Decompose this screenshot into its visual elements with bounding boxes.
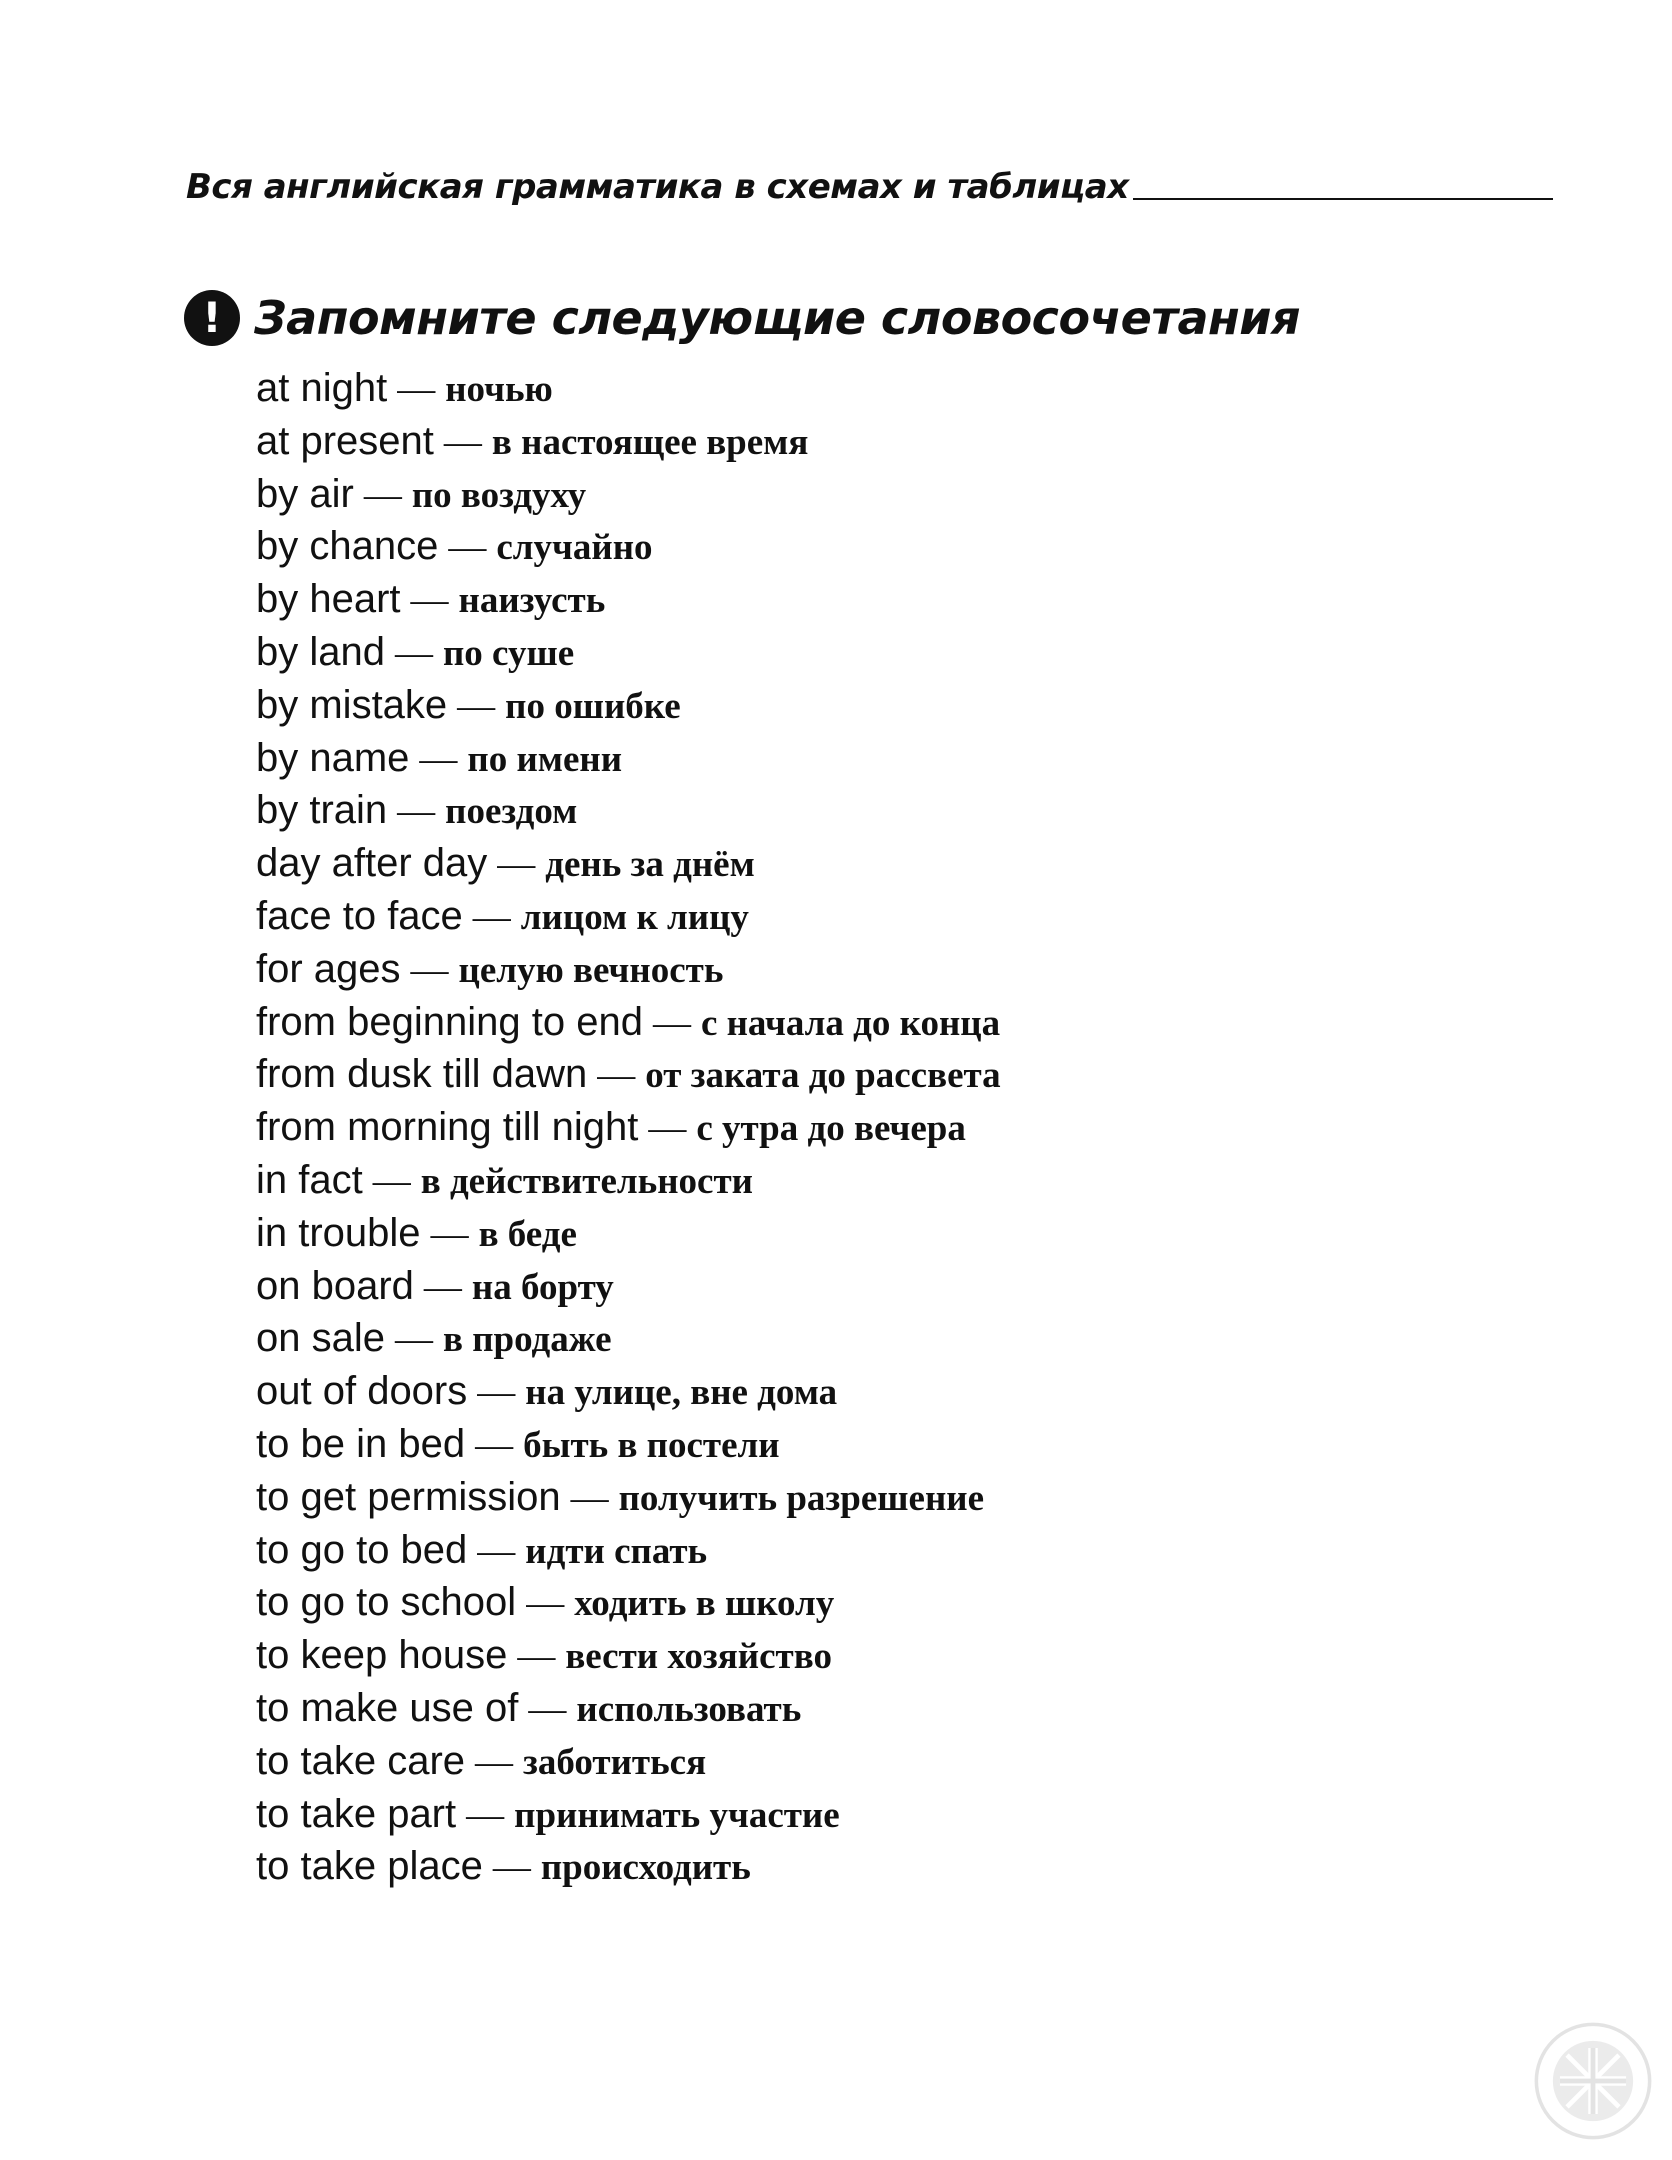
phrase-russian: на борту (471, 1266, 614, 1308)
phrase-russian: от заката до рассвета (645, 1055, 1001, 1097)
phrase-english: in trouble (256, 1210, 421, 1255)
phrase-russian: с утра до вечера (696, 1108, 966, 1150)
phrase-russian: наизусть (458, 580, 606, 622)
phrase-russian: в действительности (420, 1160, 753, 1202)
phrase-item (256, 1260, 1001, 1313)
phrase-item (256, 837, 1001, 890)
phrase-english: at present (256, 418, 434, 463)
phrase-item (256, 1576, 1001, 1629)
phrase-russian: по суше (442, 632, 575, 674)
phrase-english: on board (256, 1263, 414, 1308)
exclamation-circle-icon: ! (184, 290, 240, 346)
phrase-dash: — (466, 1793, 505, 1836)
phrase-dash: — (410, 579, 449, 622)
phrase-dash: — (648, 1107, 687, 1150)
phrase-english: by mistake (256, 682, 448, 727)
phrase-russian: заботиться (523, 1741, 707, 1783)
phrase-dash: — (443, 420, 482, 463)
phrase-english: from dusk till dawn (256, 1052, 588, 1097)
phrase-russian: принимать участие (514, 1794, 840, 1836)
phrase-russian: ночью (445, 369, 553, 410)
phrase-dash: — (526, 1582, 565, 1625)
phrase-english: to go to bed (256, 1527, 468, 1572)
phrase-list (256, 362, 1001, 1893)
phrase-russian: в беде (478, 1213, 577, 1255)
phrase-item (256, 520, 1001, 573)
phrase-item (256, 1735, 1001, 1788)
phrase-english: to take part (256, 1791, 457, 1836)
phrase-item (256, 1154, 1001, 1207)
phrase-english: at night (256, 366, 388, 410)
phrase-english: by air (256, 471, 354, 516)
phrase-russian: получить разрешение (618, 1477, 985, 1519)
phrase-dash: — (475, 1740, 514, 1783)
phrase-item (256, 1048, 1001, 1101)
phrase-item (256, 362, 1001, 415)
phrase-russian: быть в постели (523, 1424, 780, 1466)
phrase-english: out of doors (256, 1369, 468, 1414)
phrase-item (256, 1418, 1001, 1471)
phrase-russian: по воздуху (411, 474, 587, 516)
phrase-dash: — (472, 895, 511, 938)
phrase-dash: — (497, 843, 536, 886)
phrase-russian: ходить в школу (574, 1583, 835, 1625)
phrase-dash: — (423, 1265, 462, 1308)
phrase-item (256, 1365, 1001, 1418)
phrase-russian: на улице, вне дома (525, 1372, 838, 1414)
phrase-dash: — (410, 948, 449, 991)
phrase-item (256, 1471, 1001, 1524)
phrase-dash: — (394, 1318, 433, 1361)
phrase-english: on sale (256, 1316, 385, 1361)
phrase-russian: по ошибке (505, 685, 681, 727)
phrase-dash: — (528, 1687, 567, 1730)
phrase-russian: по имени (467, 738, 623, 780)
phrase-english: by train (256, 788, 388, 833)
phrase-dash: — (372, 1159, 411, 1202)
running-title: Вся английская грамматика в схемах и таблицах (186, 167, 1129, 207)
phrase-item (256, 1840, 1001, 1893)
phrase-item (256, 1524, 1001, 1577)
phrase-dash: — (475, 1423, 514, 1466)
phrase-russian: вести хозяйство (565, 1636, 832, 1678)
phrase-item (256, 1312, 1001, 1365)
phrase-english: by heart (256, 577, 401, 622)
phrase-english: from beginning to end (256, 999, 643, 1044)
phrase-english: to get permission (256, 1474, 561, 1519)
phrase-item (256, 1101, 1001, 1154)
phrase-english: for ages (256, 946, 401, 991)
running-header (186, 167, 1486, 207)
phrase-item (256, 890, 1001, 943)
phrase-english: in fact (256, 1157, 363, 1202)
phrase-dash: — (448, 526, 487, 569)
phrase-item (256, 415, 1001, 468)
phrase-dash: — (597, 1054, 636, 1097)
phrase-dash: — (477, 1371, 516, 1414)
phrase-dash: — (492, 1846, 531, 1889)
phrase-dash: — (517, 1635, 556, 1678)
phrase-russian: использовать (576, 1688, 802, 1730)
phrase-english: by chance (256, 524, 439, 569)
phrase-english: day after day (256, 841, 488, 886)
phrase-item (256, 573, 1001, 626)
phrase-dash: — (394, 631, 433, 674)
phrase-russian: идти спать (525, 1530, 708, 1572)
phrase-dash: — (419, 737, 458, 780)
phrase-item (256, 1629, 1001, 1682)
phrase-russian: с начала до конца (700, 1002, 1001, 1044)
phrase-dash: — (477, 1529, 516, 1572)
phrase-english: by land (256, 629, 385, 674)
phrase-english: to make use of (256, 1685, 519, 1730)
phrase-item (256, 626, 1001, 679)
phrase-english: to go to school (256, 1580, 517, 1625)
phrase-dash: — (430, 1212, 469, 1255)
phrase-dash: — (457, 684, 496, 727)
phrase-russian: целую вечность (458, 949, 724, 991)
phrase-english: face to face (256, 893, 463, 938)
phrase-russian: в настоящее время (491, 421, 809, 463)
phrase-item (256, 784, 1001, 837)
phrase-english: to keep house (256, 1633, 508, 1678)
phrase-russian: поездом (445, 791, 578, 833)
phrase-dash: — (397, 790, 436, 833)
phrase-item (256, 1788, 1001, 1841)
phrase-russian: происходить (540, 1847, 751, 1889)
phrase-english: to be in bed (256, 1421, 466, 1466)
phrase-english: by name (256, 735, 410, 780)
phrase-english: from morning till night (256, 1105, 639, 1150)
phrase-english: to take care (256, 1738, 466, 1783)
section-heading (184, 290, 1300, 346)
header-rule (1133, 198, 1553, 200)
phrase-item (256, 732, 1001, 785)
phrase-item (256, 679, 1001, 732)
phrase-russian: случайно (496, 527, 653, 569)
phrase-item (256, 1207, 1001, 1260)
phrase-item (256, 996, 1001, 1049)
phrase-dash: — (570, 1476, 609, 1519)
phrase-item (256, 1682, 1001, 1735)
section-heading-text: Запомните следующие словосочетания (254, 291, 1301, 345)
phrase-russian: день за днём (545, 844, 755, 886)
phrase-dash: — (397, 368, 436, 410)
union-jack-seal-icon (1534, 2022, 1652, 2140)
phrase-english: to take place (256, 1844, 483, 1889)
phrase-russian: в продаже (442, 1319, 612, 1361)
phrase-item (256, 943, 1001, 996)
phrase-dash: — (363, 473, 402, 516)
phrase-item (256, 468, 1001, 521)
phrase-dash: — (652, 1001, 691, 1044)
phrase-russian: лицом к лицу (520, 896, 749, 938)
